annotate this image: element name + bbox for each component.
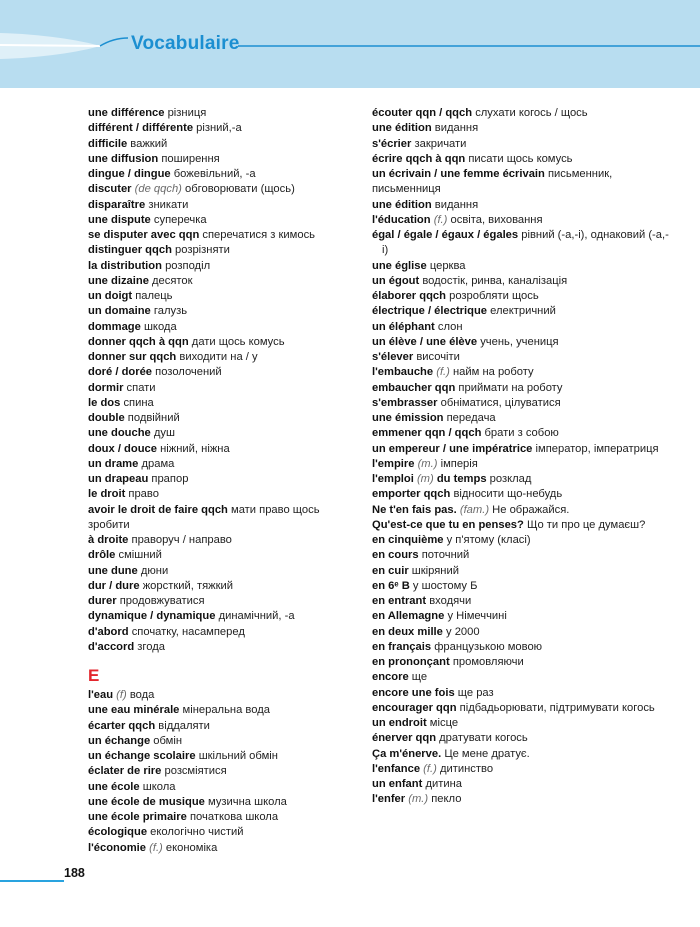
- translation: віддаляти: [158, 719, 210, 732]
- vocab-entry: [88, 703, 358, 718]
- translation: сперечатися з кимось: [202, 229, 316, 241]
- translation: дати щось комусь: [191, 335, 285, 348]
- french-term: encore: [372, 671, 409, 684]
- french-term: une école de musique: [88, 795, 205, 808]
- translation: Що ти про це думаєш?: [526, 518, 646, 531]
- translation: ще раз: [457, 686, 494, 699]
- vocab-entry: [88, 503, 358, 534]
- vocab-entry: [88, 335, 358, 350]
- french-term: l'économie: [88, 841, 146, 854]
- translation: шкіряний: [411, 564, 459, 577]
- french-term: d'abord: [88, 625, 129, 638]
- french-term: écarter qqch: [88, 719, 156, 732]
- french-term: dingue / dingue: [88, 168, 171, 180]
- vocab-entry: [372, 533, 672, 548]
- translation: суперечка: [153, 213, 207, 226]
- translation: жорсткий, тяжкий: [142, 579, 234, 592]
- french-term: une différence: [88, 107, 165, 119]
- vocab-entry: [372, 670, 672, 685]
- translation: душ: [153, 427, 175, 440]
- french-term: un échange: [88, 734, 151, 747]
- vocab-entry: [88, 810, 358, 825]
- french-term: dommage: [88, 320, 141, 333]
- french-term: une église: [372, 259, 427, 272]
- vocab-entry: [88, 825, 358, 840]
- french-term: l'embauche: [372, 366, 434, 379]
- french-term: le droit: [88, 488, 126, 501]
- translation: дратувати когось: [439, 732, 528, 745]
- vocab-entry: [88, 274, 358, 289]
- french-term: une diffusion: [88, 152, 159, 165]
- french-term: durer: [88, 595, 117, 607]
- french-term: Ça m'énerve.: [372, 747, 442, 760]
- vocab-entry: [372, 777, 672, 792]
- french-term: une édition: [372, 198, 432, 211]
- vocab-entry: [372, 411, 672, 426]
- grammar-note: (fam.): [459, 503, 490, 516]
- french-term: un élève / une élève: [372, 335, 478, 348]
- translation: закричати: [414, 137, 467, 150]
- translation: входячи: [429, 595, 472, 607]
- french-term: donner qqch à qqn: [88, 335, 189, 348]
- section-letter: E: [88, 666, 100, 685]
- french-term: un écrivain / une femme écrivain: [372, 168, 545, 180]
- french-term: en cinquième: [372, 534, 444, 546]
- translation: різниця: [167, 107, 207, 119]
- translation: поширення: [161, 152, 220, 165]
- vocab-entry: [88, 259, 358, 274]
- french-term: une dizaine: [88, 274, 149, 287]
- translation: видання: [434, 122, 479, 135]
- french-term: un enfant: [372, 778, 423, 790]
- french-term: en entrant: [372, 595, 427, 607]
- translation: згода: [137, 640, 165, 653]
- vocab-entry: [88, 396, 358, 411]
- translation: писати щось комусь: [468, 152, 573, 165]
- translation: Це мене дратує.: [444, 747, 530, 760]
- translation: спати: [126, 381, 156, 394]
- french-term: avoir le droit de faire qqch: [88, 503, 228, 516]
- french-term: un endroit: [372, 717, 427, 729]
- vocab-entry: [372, 304, 672, 319]
- french-term: emmener qqn / qqch: [372, 427, 482, 440]
- french-term: un empereur / une impératrice: [372, 442, 533, 455]
- translation: мінеральна вода: [182, 704, 270, 717]
- translation: спочатку, насамперед: [131, 625, 245, 638]
- french-term: l'éducation: [372, 213, 431, 226]
- french-term: une émission: [372, 412, 444, 424]
- vocab-entry: [372, 350, 672, 365]
- french-term: doré / dorée: [88, 366, 153, 379]
- translation: розробляти щось: [449, 290, 539, 302]
- translation: пекло: [431, 793, 462, 806]
- french-term: élaborer qqch: [372, 290, 446, 302]
- french-term: en deux mille: [372, 625, 443, 638]
- vocab-entry: [372, 792, 672, 807]
- vocab-entry: [88, 749, 358, 764]
- vocab-entry: [372, 579, 672, 594]
- translation: драма: [141, 457, 175, 470]
- vocab-entry: [88, 487, 358, 502]
- vocab-entry: [88, 625, 358, 640]
- grammar-note: (m): [416, 473, 434, 485]
- vocab-entry: [372, 320, 672, 335]
- translation: ніжний, ніжна: [160, 442, 230, 455]
- vocab-entry: [372, 152, 672, 167]
- french-term: discuter: [88, 183, 132, 196]
- translation: відносити що-небудь: [453, 488, 563, 501]
- french-term: écouter qqn / qqch: [372, 107, 473, 119]
- vocab-entry: [372, 335, 672, 350]
- french-term: s'écrier: [372, 137, 412, 150]
- translation: різний,-а: [196, 122, 242, 135]
- vocab-entry: [372, 747, 672, 762]
- translation: рівний (-а,-і), однаковий (-а,-і): [382, 229, 669, 257]
- french-term: distinguer qqch: [88, 244, 172, 257]
- page-number: 188: [64, 866, 85, 880]
- french-term: écologique: [88, 826, 148, 839]
- translation: у шостому Б: [412, 579, 478, 592]
- vocab-entry: [372, 640, 672, 655]
- translation: обніматися, цілуватися: [440, 396, 561, 409]
- vocab-entry: [88, 564, 358, 579]
- grammar-note: (de qqch): [134, 183, 182, 196]
- translation: слон: [437, 320, 463, 333]
- translation: церква: [429, 259, 466, 272]
- vocab-entry: [372, 701, 672, 716]
- grammar-note: (f): [116, 689, 127, 701]
- vocab-entry: [88, 594, 358, 609]
- translation: приймати на роботу: [458, 381, 563, 394]
- vocab-column-right: [372, 106, 672, 808]
- vocab-entry: [372, 594, 672, 609]
- translation: поточний: [421, 549, 470, 562]
- french-term: en 6ᵉ B: [372, 579, 410, 592]
- translation: мати право щось зробити: [88, 503, 320, 531]
- vocab-entry: [88, 228, 358, 243]
- french-term: encourager qqn: [372, 701, 457, 714]
- french-term: dormir: [88, 381, 124, 394]
- vocab-entry: [372, 609, 672, 624]
- vocab-entry: [372, 259, 672, 274]
- translation: у п'ятому (класі): [446, 534, 531, 546]
- french-term: un échange scolaire: [88, 750, 196, 762]
- translation: дитинство: [439, 762, 494, 775]
- french-term: un drame: [88, 457, 139, 470]
- vocab-entry: [372, 548, 672, 563]
- vocab-entry: [88, 795, 358, 810]
- vocab-entry: [88, 137, 358, 152]
- translation: ще: [411, 671, 428, 684]
- translation: водостік, ринва, каналізація: [422, 274, 568, 287]
- translation: смішний: [118, 549, 162, 562]
- translation: освіта, виховання: [450, 213, 543, 226]
- vocab-entry: [372, 487, 672, 502]
- french-term: en Allemagne: [372, 610, 445, 623]
- vocab-entry: [372, 457, 672, 472]
- translation: динамічний, -а: [218, 610, 295, 623]
- vocab-entry: [88, 841, 358, 856]
- french-term: s'élever: [372, 351, 414, 363]
- vocab-entry: [88, 152, 358, 167]
- translation: вода: [129, 689, 155, 701]
- vocab-entry: [372, 472, 672, 487]
- vocab-entry: [88, 764, 358, 779]
- translation: галузь: [153, 305, 188, 318]
- translation: місце: [429, 717, 459, 729]
- vocab-entry: [88, 243, 358, 258]
- french-term: l'emploi: [372, 473, 414, 485]
- french-term: l'enfance: [372, 762, 421, 775]
- vocab-entry: [88, 442, 358, 457]
- french-term: écrire qqch à qqn: [372, 152, 466, 165]
- translation: учень, учениця: [480, 335, 559, 348]
- vocab-entry: [88, 688, 358, 703]
- translation: прапор: [151, 473, 189, 485]
- french-term: du temps: [436, 473, 487, 485]
- vocab-entry: [372, 396, 672, 411]
- translation: важкий: [130, 137, 168, 150]
- vocab-entry: [372, 564, 672, 579]
- translation: шкода: [143, 320, 177, 333]
- vocab-entry: [88, 121, 358, 136]
- translation: спина: [123, 396, 154, 409]
- grammar-note: (f.): [436, 366, 450, 379]
- vocab-entry: [88, 579, 358, 594]
- french-term: en français: [372, 640, 432, 653]
- french-term: doux / douce: [88, 442, 157, 455]
- french-term: disparaître: [88, 198, 146, 211]
- translation: імперія: [440, 457, 478, 470]
- french-term: différent / différente: [88, 122, 194, 135]
- translation: економіка: [165, 841, 218, 854]
- vocab-entry: [372, 365, 672, 380]
- translation: виходити на / у: [179, 351, 258, 363]
- vocab-entry: [372, 274, 672, 289]
- vocab-entry: [372, 228, 672, 259]
- vocab-entry: [372, 518, 672, 533]
- translation: подвійний: [127, 412, 180, 424]
- translation: у Німеччині: [447, 610, 507, 623]
- french-term: dur / dure: [88, 579, 140, 592]
- french-term: un doigt: [88, 290, 133, 302]
- french-term: à droite: [88, 534, 129, 546]
- french-term: un drapeau: [88, 473, 149, 485]
- french-term: la distribution: [88, 259, 162, 272]
- grammar-note: (f.): [423, 762, 437, 775]
- french-term: une douche: [88, 427, 151, 440]
- header-decoration: [0, 0, 700, 88]
- french-term: l'empire: [372, 457, 415, 470]
- translation: височіти: [416, 351, 460, 363]
- vocab-entry: [372, 716, 672, 731]
- vocab-entry: [372, 137, 672, 152]
- french-term: une dune: [88, 564, 138, 577]
- french-term: une eau minérale: [88, 704, 180, 717]
- page-number-bar: [0, 880, 64, 882]
- vocab-entry: [372, 289, 672, 304]
- vocab-entry: [372, 121, 672, 136]
- french-term: drôle: [88, 549, 116, 562]
- french-term: emporter qqch: [372, 488, 451, 501]
- translation: промовляючи: [452, 656, 524, 668]
- translation: слухати когось / щось: [475, 107, 588, 119]
- french-term: donner sur qqch: [88, 351, 177, 363]
- translation: палець: [135, 290, 173, 302]
- translation: музична школа: [208, 795, 287, 808]
- vocab-entry: [372, 106, 672, 121]
- vocab-entry: [372, 731, 672, 746]
- translation: розподіл: [165, 259, 211, 272]
- french-term: énerver qqn: [372, 732, 437, 745]
- grammar-note: (m.): [417, 457, 438, 470]
- translation: письменник, письменниця: [372, 168, 613, 196]
- vocab-entry: [88, 411, 358, 426]
- french-term: Qu'est-ce que tu en penses?: [372, 518, 524, 531]
- translation: розклад: [489, 473, 532, 485]
- translation: праворуч / направо: [131, 534, 232, 546]
- french-term: s'embrasser: [372, 396, 438, 409]
- vocab-entry: [372, 213, 672, 228]
- vocab-entry: [372, 198, 672, 213]
- vocab-entry: [372, 625, 672, 640]
- translation: імператор, імператриця: [535, 442, 659, 455]
- french-term: une édition: [372, 122, 432, 135]
- french-term: dynamique / dynamique: [88, 610, 216, 623]
- vocab-entry: [88, 734, 358, 749]
- translation: брати з собою: [484, 427, 559, 440]
- translation: обмін: [153, 734, 183, 747]
- vocab-entry: [88, 320, 358, 335]
- translation: електричний: [490, 305, 556, 318]
- vocab-entry: [88, 350, 358, 365]
- french-term: un domaine: [88, 305, 151, 318]
- translation: Не ображайся.: [492, 503, 570, 516]
- translation: дюни: [140, 564, 169, 577]
- vocab-entry: [88, 167, 358, 182]
- french-term: l'eau: [88, 689, 114, 701]
- grammar-note: (m.): [408, 793, 429, 806]
- vocab-entry: [88, 106, 358, 121]
- french-term: Ne t'en fais pas.: [372, 503, 457, 516]
- vocab-entry: [372, 381, 672, 396]
- vocab-entry: [88, 381, 358, 396]
- french-term: se disputer avec qqn: [88, 229, 200, 241]
- translation: дитина: [425, 778, 463, 790]
- french-term: en cours: [372, 549, 419, 562]
- vocab-entry: [88, 426, 358, 441]
- translation: розрізняти: [175, 244, 230, 257]
- french-term: en prononçant: [372, 656, 450, 668]
- french-term: éclater de rire: [88, 765, 162, 778]
- french-term: une école: [88, 780, 140, 793]
- translation: початкова школа: [189, 811, 279, 823]
- vocab-entry: [372, 167, 672, 198]
- vocab-entry: [88, 548, 358, 563]
- french-term: l'enfer: [372, 793, 406, 806]
- french-term: un égout: [372, 274, 420, 287]
- translation: французькою мовою: [434, 640, 543, 653]
- vocab-entry: [372, 686, 672, 701]
- vocab-entry: [88, 780, 358, 795]
- vocab-entry: [88, 289, 358, 304]
- vocab-entry: [372, 503, 672, 518]
- vocab-entry: [88, 457, 358, 472]
- french-term: double: [88, 412, 125, 424]
- vocab-column-left: [88, 106, 358, 856]
- translation: розсміятися: [164, 765, 227, 778]
- grammar-note: (f.): [149, 841, 163, 854]
- vocab-entry: [372, 442, 672, 457]
- french-term: électrique / électrique: [372, 305, 488, 318]
- vocab-entry: [88, 198, 358, 213]
- french-term: un éléphant: [372, 320, 435, 333]
- page-title: Vocabulaire: [131, 33, 240, 54]
- vocab-entry: [88, 609, 358, 624]
- translation: зникати: [148, 198, 189, 211]
- translation: право: [128, 488, 159, 501]
- french-term: une dispute: [88, 213, 151, 226]
- vocab-entry: [88, 640, 358, 655]
- translation: шкільний обмін: [198, 750, 278, 762]
- french-term: une école primaire: [88, 811, 187, 823]
- vocab-entry: [88, 472, 358, 487]
- vocab-entry: [372, 655, 672, 670]
- translation: найм на роботу: [453, 366, 534, 379]
- vocab-entry: [88, 213, 358, 228]
- french-term: difficile: [88, 137, 128, 150]
- vocab-entry: [88, 365, 358, 380]
- grammar-note: (f.): [433, 213, 448, 226]
- french-term: encore une fois: [372, 686, 455, 699]
- french-term: le dos: [88, 396, 121, 409]
- vocab-entry: [88, 533, 358, 548]
- translation: обговорювати (щось): [185, 183, 295, 196]
- vocab-entry: [88, 304, 358, 319]
- french-term: embaucher qqn: [372, 381, 456, 394]
- vocab-entry: [88, 719, 358, 734]
- translation: передача: [446, 412, 496, 424]
- vocab-entry: [88, 182, 358, 197]
- translation: продовжуватися: [119, 595, 205, 607]
- translation: школа: [142, 780, 176, 793]
- translation: видання: [434, 198, 479, 211]
- translation: у 2000: [446, 625, 480, 638]
- french-term: en cuir: [372, 564, 409, 577]
- translation: екологічно чистий: [150, 826, 244, 839]
- french-term: égal / égale / égaux / égales: [372, 229, 519, 241]
- french-term: d'accord: [88, 640, 135, 653]
- translation: підбадьорювати, підтримувати когось: [459, 701, 655, 714]
- translation: десяток: [152, 274, 193, 287]
- vocab-entry: [372, 762, 672, 777]
- translation: божевільний, -а: [173, 168, 256, 180]
- vocab-entry: [372, 426, 672, 441]
- translation: позолочений: [155, 366, 222, 379]
